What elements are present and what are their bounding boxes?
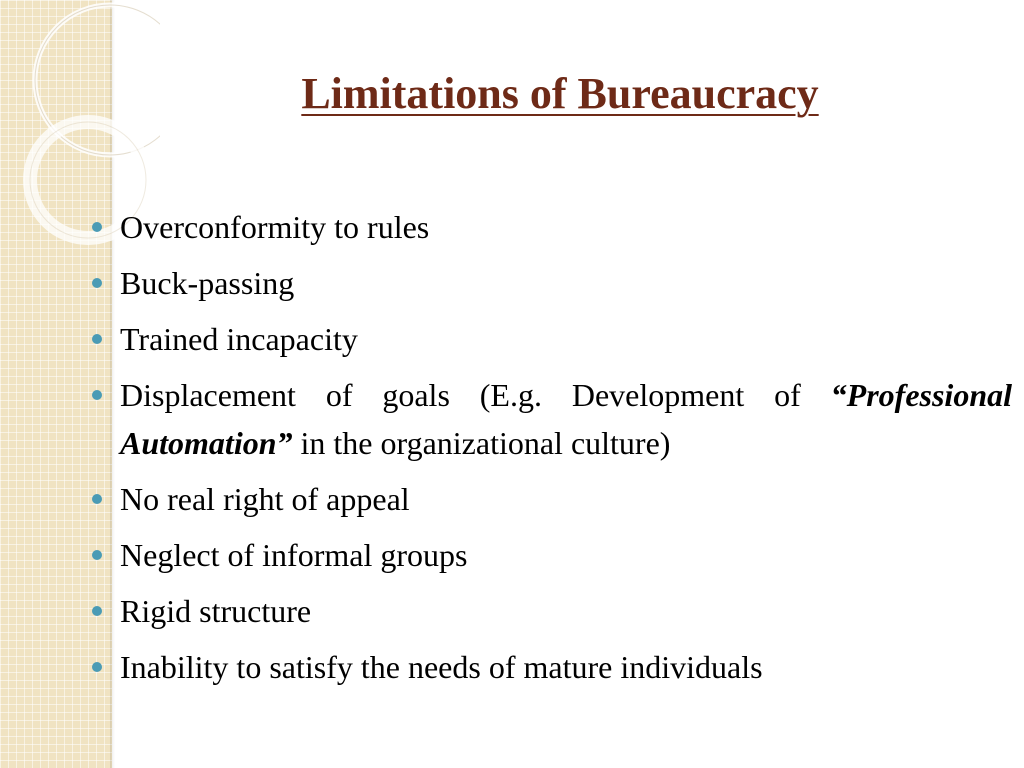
bullet-text: Rigid structure — [120, 593, 312, 629]
bullet-text-prefix: Displacement of goals (E.g. Development of — [120, 377, 831, 413]
bullet-dot-icon — [92, 278, 102, 288]
bullet-text: Neglect of informal groups — [120, 537, 468, 573]
slide-title: Limitations of Bureaucracy — [301, 69, 819, 118]
bullet-item — [92, 531, 1012, 579]
bullet-text-emphasis: “Professional Automation” — [120, 377, 1012, 461]
bullet-item — [92, 259, 1012, 307]
bullet-item — [92, 587, 1012, 635]
bullet-dot-icon — [92, 222, 102, 232]
bullet-text-suffix: in the organizational culture) — [292, 425, 671, 461]
bullet-dot-icon — [92, 390, 102, 400]
bullet-item — [92, 203, 1012, 251]
bullet-dot-icon — [92, 334, 102, 344]
bullet-dot-icon — [92, 494, 102, 504]
bullet-text: Trained incapacity — [120, 321, 358, 357]
bullet-dot-icon — [92, 662, 102, 672]
bullet-text: Overconformity to rules — [120, 209, 430, 245]
bullet-dot-icon — [92, 606, 102, 616]
bullet-item — [92, 475, 1012, 523]
bullet-item — [92, 315, 1012, 363]
bullet-dot-icon — [92, 550, 102, 560]
bullet-text: Inability to satisfy the needs of mature individuals — [120, 649, 763, 685]
bullet-text: No real right of appeal — [120, 481, 410, 517]
bullet-item — [92, 371, 1012, 467]
bullet-item — [92, 643, 1012, 691]
bullet-text: Buck-passing — [120, 265, 295, 301]
bullet-list — [92, 203, 1012, 699]
